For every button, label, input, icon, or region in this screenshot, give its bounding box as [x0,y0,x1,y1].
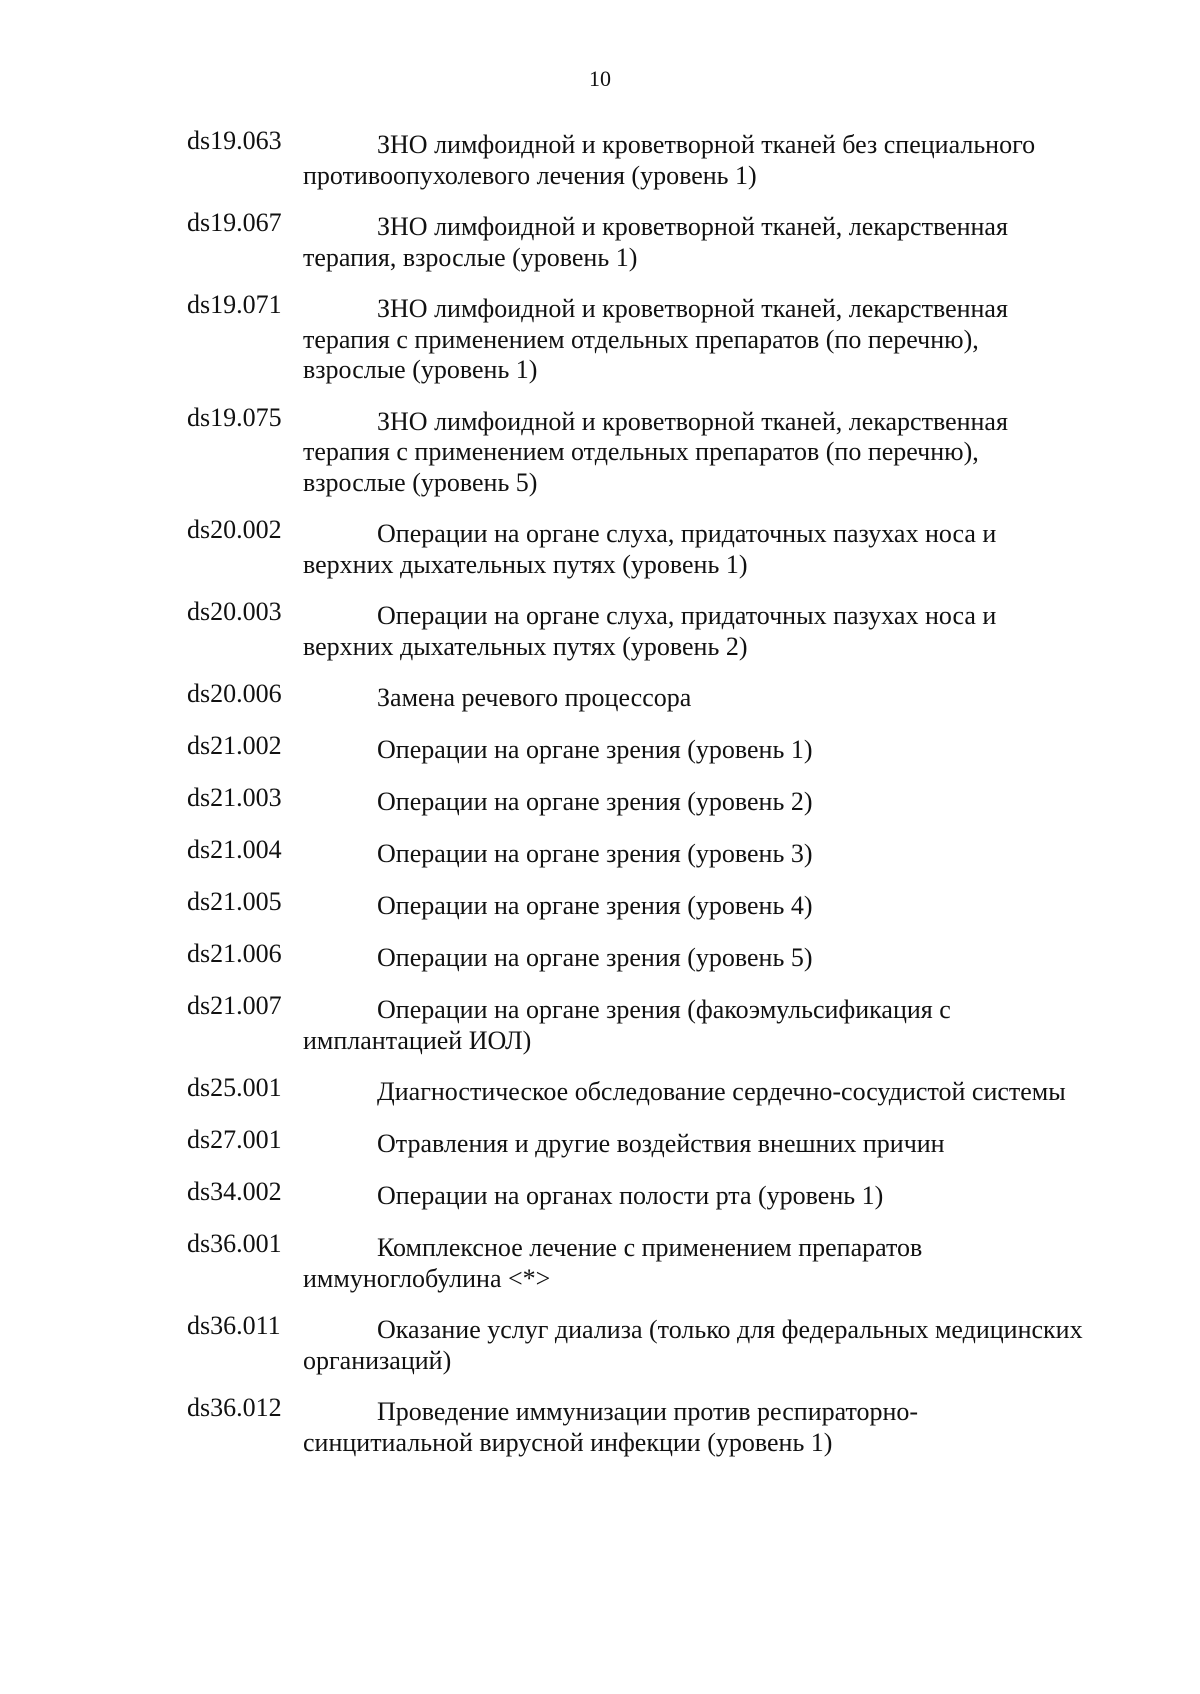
entry-description: ЗНО лимфоидной и кроветворной тканей без специального противоопухолевого лечения (уровень 1) [303,130,1036,190]
list-item [0,939,1200,974]
entry-description: Оказание услуг диализа (только для федеральных медицинских организаций) [303,1315,1083,1375]
entry-description: Замена речевого процессора [377,683,692,712]
entry-code: ds21.005 [187,887,282,916]
entry-description: Отравления и другие воздействия внешних причин [377,1129,945,1158]
page-number: 10 [589,66,611,91]
entry-description: Операции на органах полости рта (уровень 1) [377,1181,884,1210]
list-item [0,1393,1200,1458]
list-item [0,887,1200,922]
entry-code: ds21.006 [187,939,282,968]
entry-code: ds36.011 [187,1311,281,1340]
list-item [0,783,1200,818]
entry-code: ds25.001 [187,1073,282,1102]
list-item [0,991,1200,1056]
entry-description: ЗНО лимфоидной и кроветворной тканей, лекарственная терапия, взрослые (уровень 1) [303,212,1008,272]
entry-description: Операции на органе зрения (уровень 4) [377,891,813,920]
list-item [0,1073,1200,1108]
entry-code: ds21.003 [187,783,282,812]
entry-code: ds19.075 [187,402,282,432]
entry-description: Операции на органе зрения (уровень 3) [377,839,813,868]
entry-description: ЗНО лимфоидной и кроветворной тканей, лекарственная терапия с применением отдельных препаратов (по перечню), взрослые (уровень 1) [303,294,1008,384]
entry-description: Операции на органе слуха, придаточных пазухах носа и верхних дыхательных путях (уровень 1) [303,519,997,579]
entry-code: ds34.002 [187,1177,282,1206]
entry-description: ЗНО лимфоидной и кроветворной тканей, лекарственная терапия с применением отдельных препаратов (по перечню), взрослые (уровень 5) [303,406,1008,497]
entry-code: ds36.001 [187,1229,282,1258]
list-item [0,1177,1200,1212]
entry-description: Операции на органе зрения (уровень 5) [377,943,813,972]
list-item [0,597,1200,662]
entry-code: ds21.002 [187,731,282,760]
entry-code: ds21.007 [187,991,282,1020]
list-item [0,1311,1200,1376]
entry-code: ds19.067 [187,208,282,237]
entry-code: ds20.003 [187,597,282,626]
entry-code: ds19.063 [187,126,282,155]
entry-description: Операции на органе зрения (факоэмульсификация с имплантацией ИОЛ) [303,995,951,1055]
entry-code: ds20.002 [187,515,282,544]
entry-code: ds19.071 [187,290,282,319]
entry-code: ds20.006 [187,679,282,708]
entry-code: ds36.012 [187,1393,282,1422]
list-item [0,515,1200,580]
entry-description: Операции на органе слуха, придаточных пазухах носа и верхних дыхательных путях (уровень 2) [303,601,997,661]
list-item [0,731,1200,766]
entry-description: Проведение иммунизации против респираторно-синцитиальной вирусной инфекции (уровень 1) [303,1397,919,1457]
entry-description: Операции на органе зрения (уровень 1) [377,735,813,764]
list-item [0,126,1200,191]
list-item [0,679,1200,714]
entry-description: Диагностическое обследование сердечно-сосудистой системы [377,1077,1066,1106]
list-item [0,290,1200,386]
entry-list [0,126,1200,1479]
list-item [0,208,1200,273]
entry-code: ds27.001 [187,1125,282,1154]
entry-code: ds21.004 [187,835,282,864]
list-item [0,1125,1200,1160]
entry-description: Комплексное лечение с применением препаратов иммуноглобулина <*> [303,1233,923,1293]
list-item [0,402,1200,499]
entry-description: Операции на органе зрения (уровень 2) [377,787,813,816]
list-item [0,835,1200,870]
list-item [0,1229,1200,1294]
